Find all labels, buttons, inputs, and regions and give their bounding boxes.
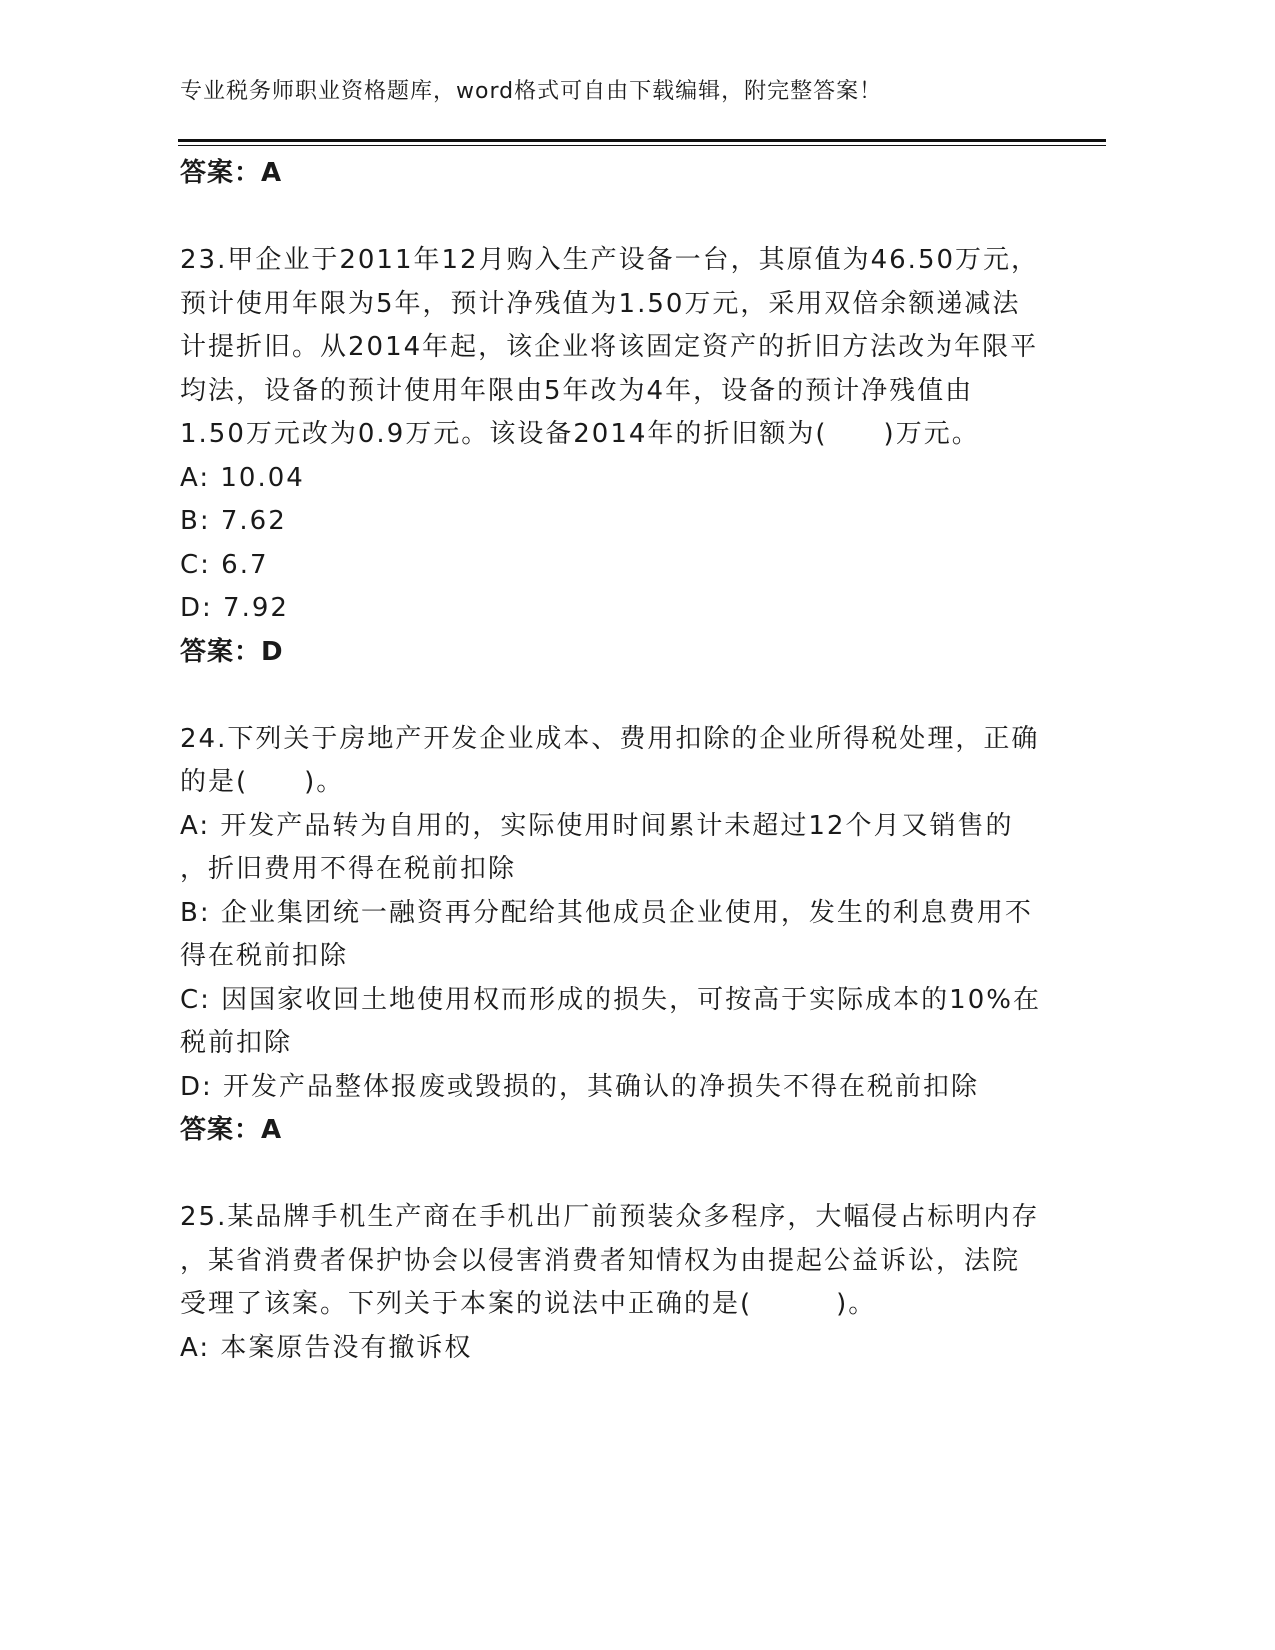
question-content <box>180 152 1040 1370</box>
spacer <box>180 196 1040 240</box>
spacer <box>180 674 1040 718</box>
header-rule-thick <box>178 139 1106 142</box>
option-a: A: 本案原告没有撤诉权 <box>180 1332 473 1363</box>
header-rule-thin <box>178 145 1106 146</box>
question-25 <box>180 1196 1040 1370</box>
option-b: B: 7.62 <box>180 506 287 536</box>
spacer <box>180 1153 1040 1197</box>
question-text-line: 均法，设备的预计使用年限由5年改为4年，设备的预计净残值由 <box>180 375 974 406</box>
answer: 答案：A <box>180 1115 283 1145</box>
question-text-line: 24.下列关于房地产开发企业成本、费用扣除的企业所得税处理，正确 <box>180 723 1040 754</box>
option-a: A: 开发产品转为自用的，实际使用时间累计未超过12个月又销售的 <box>180 810 1014 841</box>
previous-answer: 答案：A <box>180 158 283 188</box>
option-c: C: 因国家收回土地使用权而形成的损失，可按高于实际成本的10%在 <box>180 984 1041 1015</box>
question-text-line: 受理了该案。下列关于本案的说法中正确的是( )。 <box>180 1289 877 1319</box>
question-text-line: 预计使用年限为5年，预计净残值为1.50万元，采用双倍余额递减法 <box>180 288 1021 319</box>
option-d: D: 7.92 <box>180 593 289 623</box>
question-text-line: ，某省消费者保护协会以侵害消费者知情权为由提起公益诉讼，法院 <box>180 1245 1021 1276</box>
option-a-continued: ，折旧费用不得在税前扣除 <box>180 854 517 884</box>
question-text-line: 计提折旧。从2014年起，该企业将该固定资产的折旧方法改为年限平 <box>180 332 1039 362</box>
option-a: A: 10.04 <box>180 462 305 493</box>
question-text-line: 1.50万元改为0.9万元。该设备2014年的折旧额为( )万元。 <box>180 419 980 449</box>
page-header: 专业税务师职业资格题库，word格式可自由下载编辑，附完整答案！ <box>180 79 883 104</box>
option-d: D: 开发产品整体报废或毁损的，其确认的净损失不得在税前扣除 <box>180 1071 980 1102</box>
option-b: B: 企业集团统一融资再分配给其他成员企业使用，发生的利息费用不 <box>180 897 1033 928</box>
question-23 <box>180 239 1040 674</box>
question-24 <box>180 718 1040 1153</box>
option-c-continued: 税前扣除 <box>180 1028 293 1058</box>
option-b-continued: 得在税前扣除 <box>180 941 349 971</box>
question-text-line: 25.某品牌手机生产商在手机出厂前预装众多程序，大幅侵占标明内存 <box>180 1202 1040 1232</box>
answer: 答案：D <box>180 636 284 667</box>
option-c: C: 6.7 <box>180 549 269 580</box>
question-text-line: 23.甲企业于2011年12月购入生产设备一台，其原值为46.50万元， <box>180 245 1040 275</box>
question-text-line: 的是( )。 <box>180 767 345 797</box>
